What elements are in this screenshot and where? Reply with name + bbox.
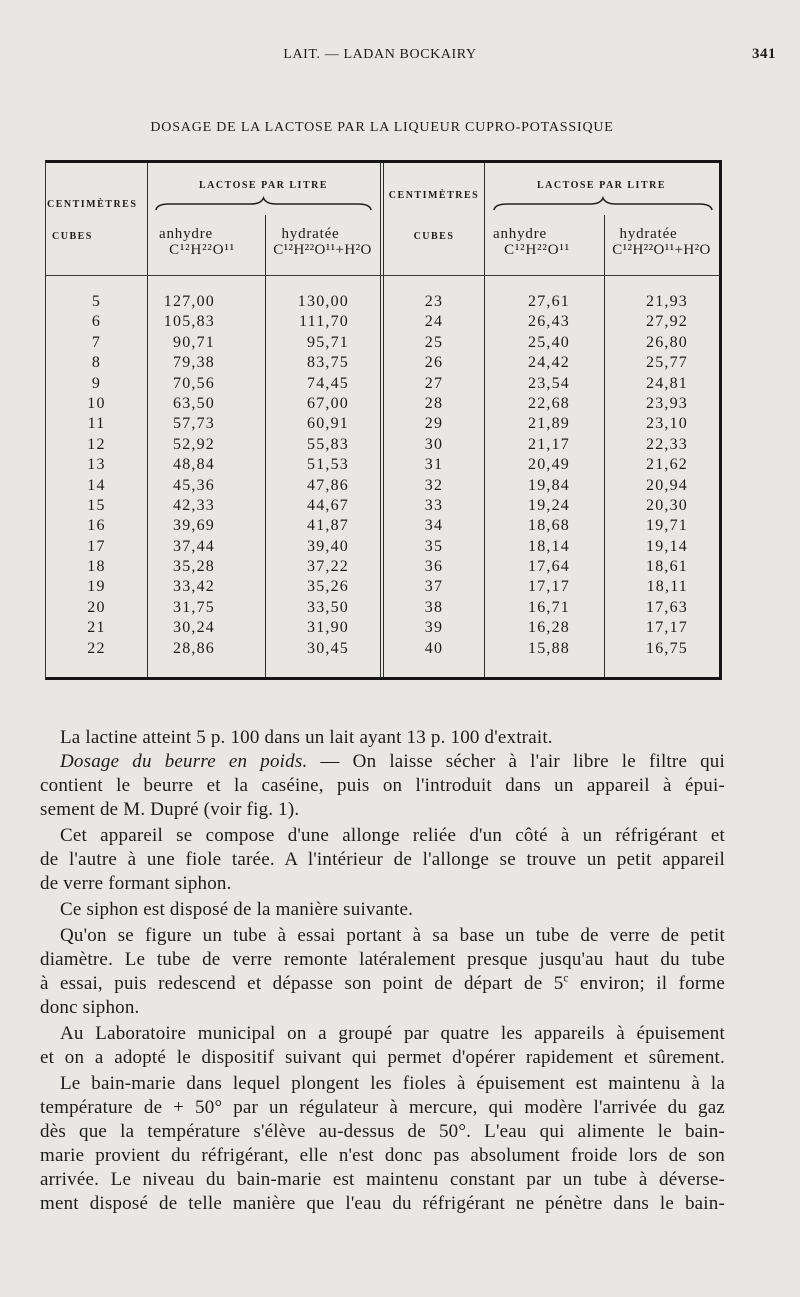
running-head: LAIT. — LADAN BOCKAIRY: [283, 47, 477, 62]
cell-anhydre-left: 105,83: [163, 313, 215, 331]
table-row: [46, 312, 719, 332]
cell-anhydre-right: 26,43: [528, 313, 570, 331]
formula-hydratee-left: C¹²H²²O¹¹+H²O: [273, 242, 372, 258]
header-cc-bottom-right: CUBES: [413, 231, 455, 242]
paragraph: [40, 898, 725, 922]
cell-anhydre-left: 30,24: [173, 619, 215, 637]
cell-hydratee-left: 41,87: [307, 517, 349, 535]
paragraph: [40, 1022, 725, 1070]
body-text: [40, 726, 725, 1216]
header-rule: [46, 275, 719, 276]
text-run: environ; il forme: [568, 973, 725, 994]
cell-cubes-left: 16: [87, 517, 106, 535]
cell-anhydre-right: 16,28: [528, 619, 570, 637]
cell-cubes-right: 30: [424, 435, 444, 453]
cell-hydratee-left: 95,71: [307, 333, 349, 351]
cell-cubes-right: 37: [424, 578, 444, 596]
cell-anhydre-left: 90,71: [173, 333, 215, 351]
cell-anhydre-right: 23,54: [528, 374, 570, 392]
cell-anhydre-right: 17,17: [528, 578, 570, 596]
cell-anhydre-right: 21,17: [528, 435, 570, 453]
header-cc-top-right: CENTIMÈTRES: [388, 190, 480, 201]
cell-cubes-left: 14: [87, 476, 106, 494]
cell-cubes-right: 39: [424, 619, 444, 637]
page-number: 341: [752, 46, 776, 62]
cell-hydratee-right: 23,93: [646, 394, 688, 412]
cell-hydratee-left: 60,91: [307, 415, 349, 433]
table-row: [46, 476, 719, 496]
table-row: [46, 292, 719, 312]
cell-hydratee-right: 21,93: [646, 293, 688, 310]
header-anhydre-left: anhydre: [159, 226, 213, 242]
cell-cubes-right: 32: [424, 476, 444, 494]
run-in-heading: Dosage du beurre en poids.: [60, 751, 308, 772]
cell-anhydre-right: 16,71: [528, 598, 570, 616]
cell-anhydre-left: 28,86: [173, 639, 215, 657]
cell-cubes-left: 6: [91, 313, 102, 331]
cell-cubes-left: 19: [87, 578, 106, 596]
cell-cubes-left: 8: [91, 354, 102, 372]
table-row: [46, 496, 719, 516]
table-row: [46, 333, 719, 353]
table-row: [46, 414, 719, 434]
text-line: Au Laboratoire municipal on a groupé par quatre les appareils à épuisement: [60, 1023, 725, 1044]
cell-hydratee-right: 20,94: [646, 476, 688, 494]
cell-cubes-right: 40: [424, 639, 444, 657]
cell-cubes-left: 9: [91, 374, 102, 392]
text-line: dès que la température s'élève au-dessus de 50°. L'eau qui alimente le bain-: [40, 1121, 725, 1142]
table-title: DOSAGE DE LA LACTOSE PAR LA LIQUEUR CUPRO-POTASSIQUE: [150, 120, 614, 135]
cell-hydratee-left: 35,26: [307, 578, 349, 596]
superscript: c: [563, 972, 569, 985]
table-row: [46, 639, 719, 659]
text-line: et on a adopté le dispositif suivant qui permet d'opérer rapidement et sûrement.: [40, 1047, 725, 1068]
cell-anhydre-left: 52,92: [173, 435, 215, 453]
text-line: [40, 972, 725, 996]
cell-anhydre-left: 31,75: [173, 598, 215, 616]
cell-anhydre-right: 15,88: [528, 639, 570, 657]
table-row: [46, 394, 719, 414]
cell-hydratee-right: 19,71: [646, 517, 688, 535]
brace-left: [155, 197, 372, 211]
cell-cubes-left: 21: [87, 619, 106, 637]
cell-hydratee-right: 25,77: [646, 354, 688, 372]
cell-anhydre-left: 79,38: [173, 354, 215, 372]
cell-anhydre-right: 18,68: [528, 517, 570, 535]
lactose-table: [45, 160, 722, 680]
cell-anhydre-left: 48,84: [173, 456, 215, 474]
text-line: marie provient du réfrigérant, elle n'est donc pas absolument froide lors de son: [40, 1145, 725, 1166]
cell-anhydre-left: 63,50: [173, 394, 215, 412]
table-row: [46, 455, 719, 475]
cell-hydratee-right: 21,62: [646, 456, 688, 474]
text-line: de l'autre à une fiole tarée. A l'intérieur de l'allonge se trouve un petit appareil: [40, 849, 725, 870]
text-line: de verre formant siphon.: [40, 873, 232, 894]
cell-cubes-left: 5: [91, 293, 102, 310]
cell-anhydre-left: 42,33: [173, 496, 215, 514]
text-line: Cet appareil se compose d'une allonge reliée d'un côté à un réfrigérant et: [60, 825, 725, 846]
cell-cubes-left: 7: [91, 333, 102, 351]
formula-anhydre-left: C¹²H²²O¹¹: [169, 242, 235, 258]
cell-cubes-left: 11: [87, 415, 106, 433]
header-hydratee-left: hydratée: [281, 226, 340, 242]
cell-anhydre-left: 35,28: [173, 558, 215, 576]
text-line: La lactine atteint 5 p. 100 dans un lait ayant 13 p. 100 d'extrait.: [60, 727, 553, 748]
cell-hydratee-right: 22,33: [646, 435, 688, 453]
cell-hydratee-left: 30,45: [307, 639, 349, 657]
cell-anhydre-left: 57,73: [173, 415, 215, 433]
cell-anhydre-right: 20,49: [528, 456, 570, 474]
cell-hydratee-left: 51,53: [307, 456, 349, 474]
text-line: Le bain-marie dans lequel plongent les fioles à épuisement est maintenu à la: [60, 1073, 725, 1094]
cell-cubes-right: 34: [424, 517, 444, 535]
paragraph: [40, 750, 725, 822]
cell-anhydre-right: 18,14: [528, 537, 570, 555]
text-line: diamètre. Le tube de verre remonte latéralement presque jusqu'au haut du tube: [40, 949, 725, 970]
cell-hydratee-left: 67,00: [307, 394, 349, 412]
table-row: [46, 598, 719, 618]
paragraph: [40, 726, 725, 750]
table-row: [46, 557, 719, 577]
cell-hydratee-left: 33,50: [307, 598, 349, 616]
table-row: [46, 435, 719, 455]
cell-cubes-right: 26: [424, 354, 444, 372]
cell-hydratee-right: 27,92: [646, 313, 688, 331]
header-hydratee-right: hydratée: [619, 226, 678, 242]
cell-hydratee-right: 18,61: [646, 558, 688, 576]
cell-hydratee-right: 18,11: [646, 578, 688, 596]
text-line: température de + 50° par un régulateur à mercure, qui modère l'arrivée du gaz: [40, 1097, 725, 1118]
cell-hydratee-left: 39,40: [307, 537, 349, 555]
cell-cubes-right: 23: [424, 293, 444, 310]
header-group-right: LACTOSE PAR LITRE: [536, 180, 667, 191]
table-row: [46, 577, 719, 597]
cell-anhydre-left: 39,69: [173, 517, 215, 535]
cell-cubes-right: 24: [424, 313, 444, 331]
cell-anhydre-right: 21,89: [528, 415, 570, 433]
cell-hydratee-right: 24,81: [646, 374, 688, 392]
cell-hydratee-right: 16,75: [646, 639, 688, 657]
cell-hydratee-right: 26,80: [646, 333, 688, 351]
cell-anhydre-right: 19,84: [528, 476, 570, 494]
text-line: donc siphon.: [40, 997, 140, 1018]
table-row: [46, 374, 719, 394]
cell-cubes-left: 17: [87, 537, 106, 555]
cell-anhydre-right: 19,24: [528, 496, 570, 514]
cell-hydratee-left: 111,70: [298, 313, 349, 331]
cell-cubes-right: 27: [424, 374, 444, 392]
cell-cubes-left: 12: [87, 435, 106, 453]
cell-anhydre-right: 25,40: [528, 333, 570, 351]
cell-anhydre-right: 17,64: [528, 558, 570, 576]
cell-hydratee-left: 47,86: [307, 476, 349, 494]
cell-cubes-right: 31: [424, 456, 444, 474]
cell-hydratee-left: 83,75: [307, 354, 349, 372]
header-cc-bottom-left: CUBES: [52, 231, 93, 242]
cell-cubes-right: 33: [424, 496, 444, 514]
cell-hydratee-right: 17,63: [646, 598, 688, 616]
table-row: [46, 516, 719, 536]
cell-cubes-right: 38: [424, 598, 444, 616]
cell-hydratee-right: 19,14: [646, 537, 688, 555]
cell-cubes-left: 20: [87, 598, 106, 616]
text-line: ment disposé de telle manière que l'eau du réfrigérant ne pénètre dans le bain-: [40, 1193, 725, 1214]
cell-cubes-right: 25: [424, 333, 444, 351]
cell-cubes-right: 29: [424, 415, 444, 433]
table-row: [46, 537, 719, 557]
cell-hydratee-right: 17,17: [646, 619, 688, 637]
cell-anhydre-left: 45,36: [173, 476, 215, 494]
text-line: Qu'on se figure un tube à essai portant à sa base un tube de verre de petit: [60, 925, 725, 946]
cell-cubes-right: 28: [424, 394, 444, 412]
cell-hydratee-left: 31,90: [307, 619, 349, 637]
cell-cubes-left: 22: [87, 639, 106, 657]
header-cc-top-left: CENTIMÈTRES: [47, 199, 138, 210]
cell-anhydre-left: 37,44: [173, 537, 215, 555]
cell-cubes-left: 15: [87, 496, 106, 514]
cell-cubes-right: 36: [424, 558, 444, 576]
text-line: contient le beurre et la caséine, puis on l'introduit dans un appareil à épui-: [40, 775, 725, 796]
cell-cubes-left: 10: [87, 394, 106, 412]
formula-anhydre-right: C¹²H²²O¹¹: [504, 242, 570, 258]
cell-anhydre-right: 22,68: [528, 394, 570, 412]
cell-hydratee-right: 20,30: [646, 496, 688, 514]
cell-hydratee-left: 74,45: [307, 374, 349, 392]
table-body: [46, 292, 719, 659]
table-row: [46, 353, 719, 373]
cell-anhydre-right: 24,42: [528, 354, 570, 372]
paragraph: [40, 824, 725, 896]
brace-right: [493, 197, 713, 211]
cell-hydratee-left: 44,67: [307, 496, 349, 514]
cell-anhydre-right: 27,61: [528, 293, 570, 310]
header-anhydre-right: anhydre: [493, 226, 547, 242]
text-line: arrivée. Le niveau du bain-marie est maintenu constant par un tube à déverse-: [40, 1169, 725, 1190]
text-run: — On laisse sécher à l'air libre le filtre qui: [307, 751, 725, 772]
table-row: [46, 618, 719, 638]
text-run: à essai, puis redescend et dépasse son point de départ de 5: [40, 973, 564, 994]
cell-anhydre-left: 127,00: [163, 293, 215, 310]
cell-cubes-left: 18: [87, 558, 106, 576]
cell-cubes-right: 35: [424, 537, 444, 555]
cell-hydratee-left: 37,22: [307, 558, 349, 576]
cell-hydratee-left: 55,83: [307, 435, 349, 453]
cell-anhydre-left: 33,42: [173, 578, 215, 596]
header-group-left: LACTOSE PAR LITRE: [198, 180, 329, 191]
text-line: sement de M. Dupré (voir fig. 1).: [40, 799, 300, 820]
text-line: [40, 750, 725, 774]
paragraph: [40, 924, 725, 1020]
cell-cubes-left: 13: [87, 456, 106, 474]
cell-hydratee-left: 130,00: [297, 293, 349, 310]
cell-anhydre-left: 70,56: [173, 374, 215, 392]
cell-hydratee-right: 23,10: [646, 415, 688, 433]
formula-hydratee-right: C¹²H²²O¹¹+H²O: [612, 242, 711, 258]
paragraph: [40, 1072, 725, 1216]
text-line: Ce siphon est disposé de la manière suivante.: [60, 899, 414, 920]
